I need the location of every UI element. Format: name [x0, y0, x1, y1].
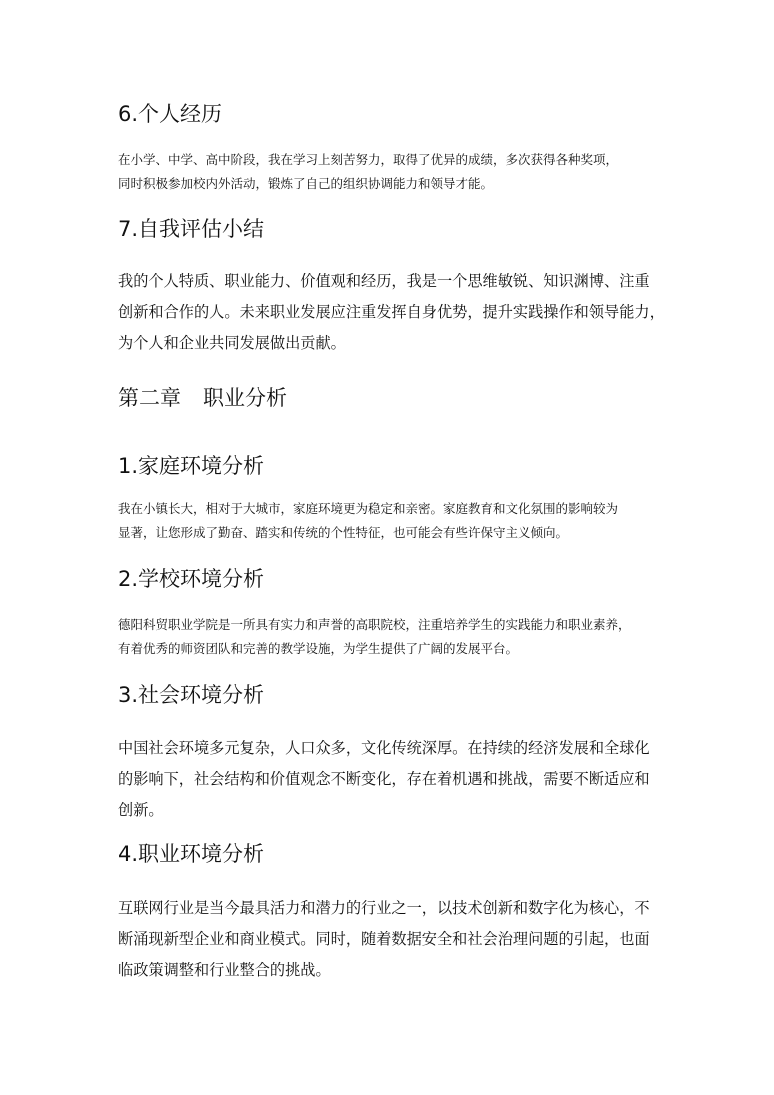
chapter-title: [118, 384, 287, 412]
chapter-name: 职业分析: [203, 386, 287, 410]
paragraph-line: 有着优秀的师资团队和完善的教学设施，为学生提供了广阔的发展平台。: [118, 641, 519, 656]
paragraph-line: 同时积极参加校内外活动，锻炼了自己的组织协调能力和领导才能。: [118, 176, 494, 191]
paragraph-line: 创新和合作的人。未来职业发展应注重发挥自身优势，提升实践操作和领导能力，: [118, 303, 665, 321]
paragraph-line: 临政策调整和行业整合的挑战。: [118, 961, 331, 979]
paragraph-school-environment: [118, 613, 663, 661]
paragraph-line: 德阳科贸职业学院是一所具有实力和声誉的高职院校，注重培养学生的实践能力和职业素养，: [118, 617, 631, 632]
section-heading-self-assessment: 7.自我评估小结: [118, 217, 265, 241]
paragraph-line: 的影响下，社会结构和价值观念不断变化，存在着机遇和挑战，需要不断适应和: [118, 770, 650, 788]
section-heading-family-environment: 1.家庭环境分析: [118, 454, 265, 478]
paragraph-line: 显著，让您形成了勤奋、踏实和传统的个性特征，也可能会有些许保守主义倾向。: [118, 525, 569, 540]
paragraph-family-environment: [118, 497, 663, 545]
section-heading-social-environment: 3.社会环境分析: [118, 683, 265, 707]
chapter-number: 第二章: [118, 386, 181, 410]
paragraph-social-environment: [118, 733, 663, 826]
section-heading-career-environment: 4.职业环境分析: [118, 842, 265, 866]
paragraph-line: 创新。: [118, 801, 164, 819]
paragraph-line: 互联网行业是当今最具活力和潜力的行业之一，以技术创新和数字化为核心，不: [118, 899, 650, 917]
paragraph-line: 断涌现新型企业和商业模式。同时，随着数据安全和社会治理问题的引起，也面: [118, 930, 650, 948]
section-heading-personal-experience: 6.个人经历: [118, 102, 223, 126]
paragraph-personal-experience: [118, 148, 663, 196]
paragraph-self-assessment: [118, 266, 663, 359]
paragraph-career-environment: [118, 893, 663, 986]
paragraph-line: 我在小镇长大，相对于大城市，家庭环境更为稳定和亲密。家庭教育和文化氛围的影响较为: [118, 501, 619, 516]
paragraph-line: 我的个人特质、职业能力、价值观和经历，我是一个思维敏锐、知识渊博、注重: [118, 272, 650, 290]
paragraph-line: 中国社会环境多元复杂，人口众多，文化传统深厚。在持续的经济发展和全球化: [118, 739, 650, 757]
paragraph-line: 为个人和企业共同发展做出贡献。: [118, 334, 346, 352]
section-heading-school-environment: 2.学校环境分析: [118, 567, 265, 591]
paragraph-line: 在小学、中学、高中阶段，我在学习上刻苦努力，取得了优异的成绩，多次获得各种奖项，: [118, 152, 619, 167]
